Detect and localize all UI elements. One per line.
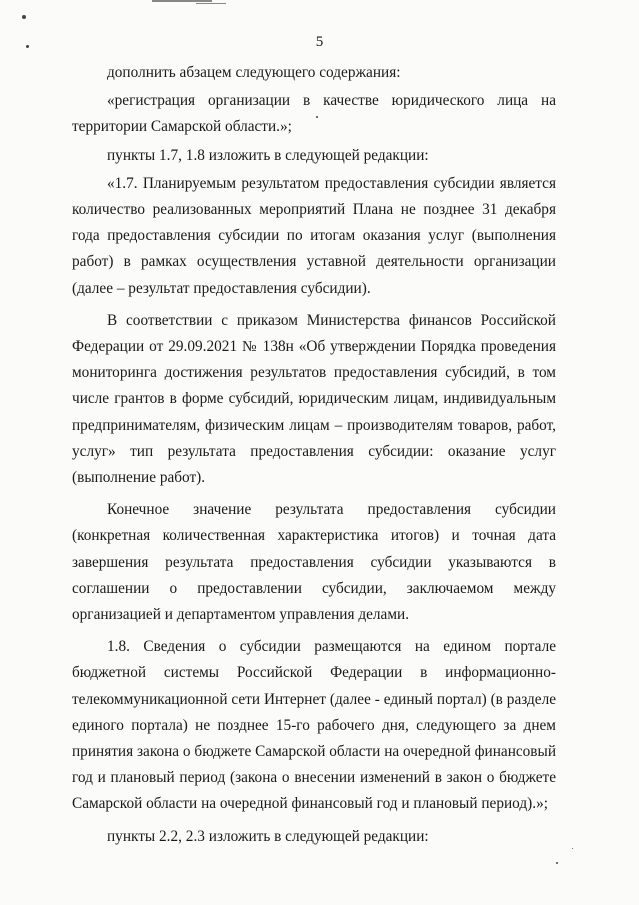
page-number: 5 xyxy=(315,34,324,50)
paragraph: 1.8. Сведения о субсидии размещаются на едином портале бюджетной системы Российской Федерации в информационно-телекоммуникационной сети Интернет (далее - единый портал) (в разделе единого портала) не позднее 15-го рабочего дня, следующего за днем принятия закона о бюджете Самарской области на очередной финансовый год и плановый период (закона о внесении изменений в закон о бюджете Самарской области на очередной финансовый год и плановый период).»; xyxy=(72,638,556,813)
scan-speck xyxy=(22,15,26,19)
paragraph: «1.7. Планируемым результатом предоставления субсидии является количество реализованных мероприятий Плана не позднее 31 декабря года предоставления субсидии по итогам оказания услуг (выполнения работ) в рамках осуществления уставной деятельности организации (далее – результат предоставления субсидии). xyxy=(72,174,556,297)
scan-speck xyxy=(556,862,558,864)
paragraph: «регистрация организации в качестве юридического лица на территории Самарской области.»; xyxy=(72,92,556,136)
document-body xyxy=(72,60,556,850)
paragraph: Конечное значение результата предоставления субсидии (конкретная количественная характеристика итогов) и точная дата завершения результата предоставления субсидии указываются в соглашении о предоставлении субсидии, заключаемом между организацией и департаментом управления делами. xyxy=(72,501,556,624)
paragraph: пункты 2.2, 2.3 изложить в следующей редакции: xyxy=(107,827,429,845)
scan-edge-mark xyxy=(196,3,226,4)
scan-edge-mark xyxy=(152,0,212,2)
scan-speck xyxy=(572,848,573,849)
paragraph: В соответствии с приказом Министерства финансов Российской Федерации от 29.09.2021 № 138н «Об утверждении Порядка проведения мониторинга достижения результатов предоставления субсидий, в том числе грантов в форме субсидий, юридическим лицам, индивидуальным предпринимателям, физическим лицам – производителям товаров, работ, услуг» тип результата предоставления субсидии: оказание услуг (выполнение работ). xyxy=(72,311,556,487)
paragraph: пункты 1.7, 1.8 изложить в следующей редакции: xyxy=(107,146,429,164)
paragraph: дополнить абзацем следующего содержания: xyxy=(107,64,401,81)
